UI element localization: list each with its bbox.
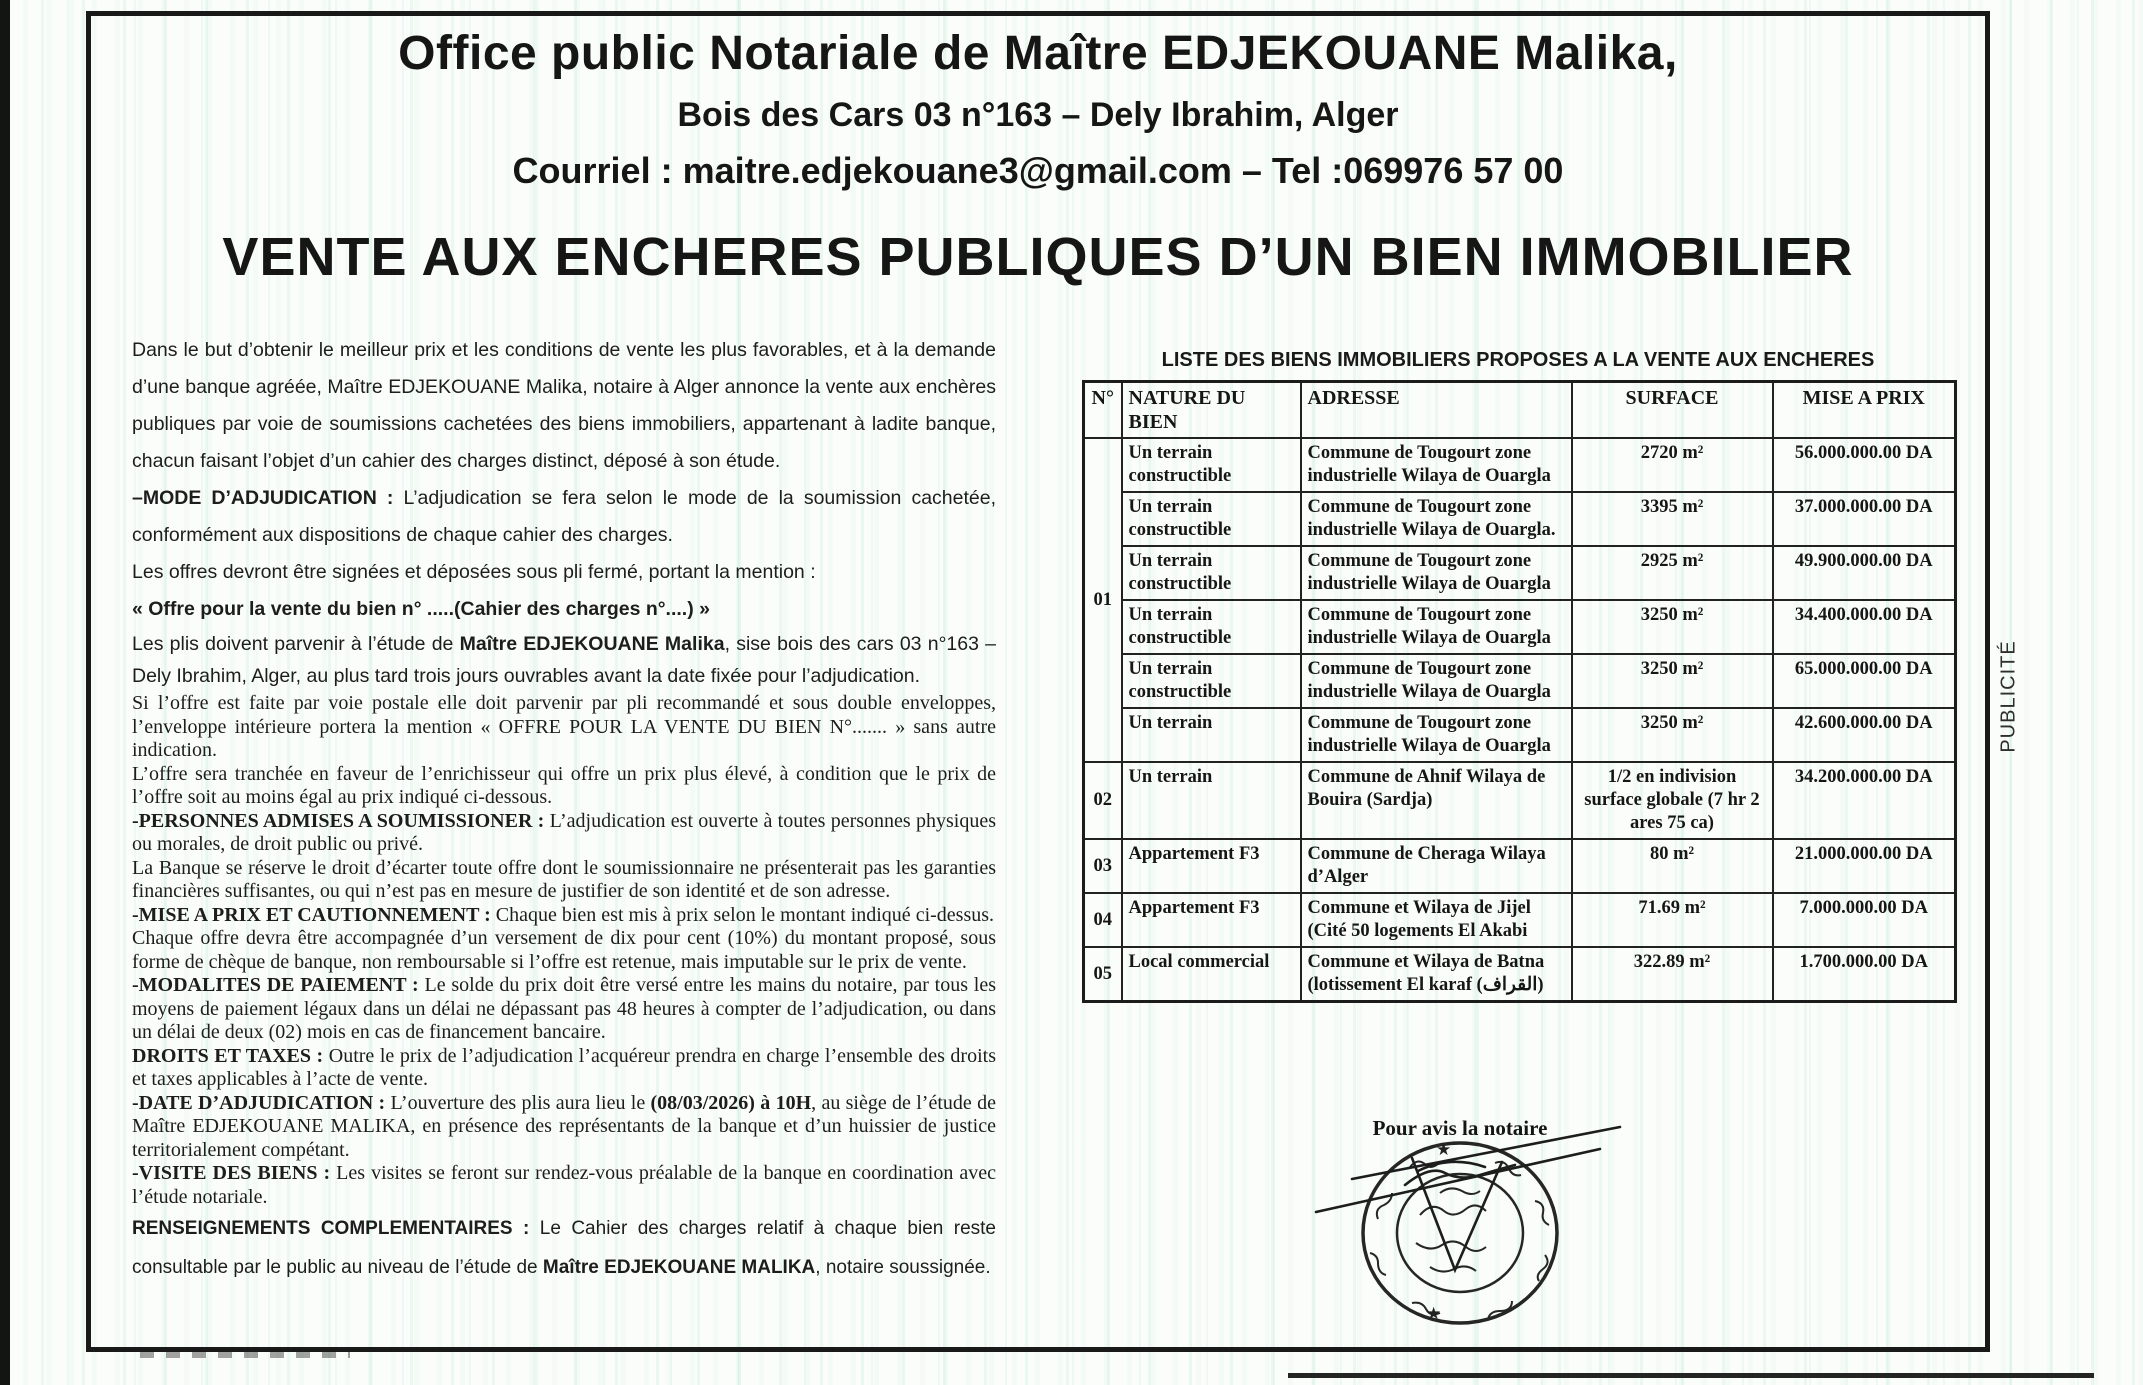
- stamp-svg: [1290, 1115, 1630, 1350]
- border-smudge: [140, 1352, 350, 1358]
- table-header-4: SURFACE: [1572, 382, 1773, 439]
- cell-nature: Un terrain: [1122, 708, 1301, 762]
- table-row: [1084, 492, 1956, 546]
- table-row: [1084, 654, 1956, 708]
- cell-nature: Local commercial: [1122, 947, 1301, 1002]
- cell-prix: 7.000.000.00 DA: [1773, 893, 1956, 947]
- paragraph-16: RENSEIGNEMENTS COMPLEMENTAIRES : Le Cahier des charges relatif à chaque bien reste consultable par le public au niveau de l’étude de Maître EDJEKOUANE MALIKA, notaire soussignée.: [132, 1218, 997, 1278]
- cell-adresse: Commune de Tougourt zone industrielle Wilaya de Ouargla: [1301, 708, 1572, 762]
- auction-table-title: LISTE DES BIENS IMMOBILIERS PROPOSES A LA VENTE AUX ENCHERES: [1161, 349, 1875, 371]
- table-row: [1084, 762, 1956, 839]
- cell-number: 03: [1084, 839, 1122, 893]
- contact-line: Courriel : maitre.edjekouane3@gmail.com – Tel :069976 57 00: [512, 150, 1564, 191]
- paragraph-10: -MISE A PRIX ET CAUTIONNEMENT : Chaque bien est mis à prix selon le montant indiqué ci-dessus.: [132, 903, 995, 926]
- main-title: VENTE AUX ENCHERES PUBLIQUES D’UN BIEN IMMOBILIER: [222, 227, 1854, 287]
- cell-adresse: Commune de Cheraga Wilaya d’Alger: [1301, 839, 1572, 893]
- cell-adresse: Commune de Tougourt zone industrielle Wilaya de Ouargla: [1301, 438, 1572, 492]
- paragraph-6: Si l’offre est faite par voie postale elle doit parvenir par pli recommandé et sous double enveloppes, l’enveloppe intérieure portera la mention « OFFRE POUR LA VENTE DU BIEN N°....... » sans autre indication.: [132, 692, 996, 761]
- cell-adresse: Commune et Wilaya de Batna (lotissement El karaf (القراف): [1301, 947, 1572, 1002]
- cell-nature: Un terrain constructible: [1122, 438, 1301, 492]
- paragraph-14: -DATE D’ADJUDICATION : L’ouverture des plis aura lieu le (08/03/2026) à 10H, au siège de l’étude de Maître EDJEKOUANE MALIKA, en présence des représentants de la banque et d’un huissier de justice territorialement compétant.: [132, 1091, 996, 1161]
- cell-prix: 42.600.000.00 DA: [1773, 708, 1956, 762]
- stamp-caption: Pour avis la notaire: [1372, 1116, 1548, 1140]
- cell-surface: 3250 m²: [1572, 654, 1773, 708]
- paragraph-9: La Banque se réserve le droit d’écarter toute offre dont le soumissionnaire ne présenterait pas les garanties financières suffisantes, ou qui n’est pas en mesure de justifier de son identité et de son adresse.: [132, 856, 996, 902]
- cell-surface: 71.69 m²: [1572, 893, 1773, 947]
- cell-surface: 322.89 m²: [1572, 947, 1773, 1002]
- table-header-2: NATURE DU BIEN: [1122, 382, 1301, 439]
- cell-prix: 21.000.000.00 DA: [1773, 839, 1956, 893]
- left-column: [132, 332, 996, 1287]
- cell-number: 05: [1084, 947, 1122, 1002]
- cell-surface: 2720 m²: [1572, 438, 1773, 492]
- paragraph-1: Dans le but d’obtenir le meilleur prix et les conditions de vente les plus favorables, et à la demande d’une banque agréée, Maître EDJEKOUANE Malika, notaire à Alger annonce la vente aux enchères publiques par voie de soumissions cachetées des biens immobiliers, appartenant à ladite banque, chacun faisant l’objet d’un cahier des charges distinct, déposé à son étude.: [132, 339, 996, 472]
- cell-nature: Un terrain constructible: [1122, 600, 1301, 654]
- cell-number: 04: [1084, 893, 1122, 947]
- table-row: [1084, 438, 1956, 492]
- cell-surface: 2925 m²: [1572, 546, 1773, 600]
- cell-adresse: Commune de Tougourt zone industrielle Wilaya de Ouargla: [1301, 600, 1572, 654]
- paragraph-4: « Offre pour la vente du bien n° .....(Cahier des charges n°....) »: [132, 598, 710, 620]
- table-header-row: [1084, 382, 1956, 439]
- cell-nature: Un terrain: [1122, 762, 1301, 839]
- paragraph-7: L’offre sera tranchée en faveur de l’enrichisseur qui offre un prix plus élevé, à condition que le prix de l’offre soit au moins égal au prix indiqué ci-dessous.: [132, 762, 996, 808]
- cell-adresse: Commune de Tougourt zone industrielle Wilaya de Ouargla: [1301, 654, 1572, 708]
- cell-nature: Un terrain constructible: [1122, 546, 1301, 600]
- cell-adresse: Commune de Ahnif Wilaya de Bouira (Sardja): [1301, 762, 1572, 839]
- paragraph-12: -MODALITES DE PAIEMENT : Le solde du prix doit être versé entre les mains du notaire, par tous les moyens de paiement légaux dans un délai ne dépassant pas 48 heures à compter de l’adjudication, ou dans un délai de deux (02) mois en cas de financement bancaire.: [132, 974, 997, 1043]
- paragraph-13: DROITS ET TAXES : Outre le prix de l’adjudication l’acquéreur prendra en charge l’ensemble des droits et taxes applicables à l’acte de vente.: [132, 1044, 996, 1090]
- table-row: [1084, 546, 1956, 600]
- paragraph-3: Les offres devront être signées et déposées sous pli fermé, portant la mention :: [132, 561, 816, 583]
- cell-prix: 56.000.000.00 DA: [1773, 438, 1956, 492]
- table-header-5: MISE A PRIX: [1773, 382, 1956, 439]
- cell-nature: Un terrain constructible: [1122, 654, 1301, 708]
- cell-nature: Appartement F3: [1122, 839, 1301, 893]
- cell-surface: 3250 m²: [1572, 708, 1773, 762]
- cell-prix: 34.400.000.00 DA: [1773, 600, 1956, 654]
- table-header-3: ADRESSE: [1301, 382, 1572, 439]
- svg-text:★: ★: [1426, 1304, 1442, 1323]
- cell-nature: Un terrain constructible: [1122, 492, 1301, 546]
- cell-surface: 1/2 en indivision surface globale (7 hr 2 ares 75 ca): [1572, 762, 1773, 839]
- paragraph-2: –MODE D’ADJUDICATION : L’adjudication se fera selon le mode de la soumission cachetée, conformément aux dispositions de chaque cahier des charges.: [132, 487, 997, 546]
- cell-number: 02: [1084, 762, 1122, 839]
- table-row: [1084, 947, 1956, 1002]
- cell-prix: 1.700.000.00 DA: [1773, 947, 1956, 1002]
- publicite-label: PUBLICITÉ: [1997, 639, 2020, 753]
- cell-prix: 34.200.000.00 DA: [1773, 762, 1956, 839]
- table-header-1: N°: [1084, 382, 1122, 439]
- cell-adresse: Commune et Wilaya de Jijel (Cité 50 logements El Akabi: [1301, 893, 1572, 947]
- paragraph-5: Les plis doivent parvenir à l’étude de Maître EDJEKOUANE Malika, sise bois des cars 03 n°163 – Dely Ibrahim, Alger, au plus tard trois jours ouvrables avant la date fixée pour l’adjudication.: [132, 633, 996, 687]
- office-name: Office public Notariale de Maître EDJEKOUANE Malika,: [398, 27, 1678, 80]
- table-row: [1084, 708, 1956, 762]
- auction-table: [1082, 380, 1957, 1003]
- cell-surface: 3395 m²: [1572, 492, 1773, 546]
- paragraph-15: -VISITE DES BIENS : Les visites se feront sur rendez-vous préalable de la banque en coordination avec l’étude notariale.: [132, 1162, 996, 1208]
- cell-adresse: Commune de Tougourt zone industrielle Wilaya de Ouargla: [1301, 546, 1572, 600]
- cell-prix: 37.000.000.00 DA: [1773, 492, 1956, 546]
- svg-text:★: ★: [1436, 1140, 1452, 1159]
- cell-adresse: Commune de Tougourt zone industrielle Wilaya de Ouargla.: [1301, 492, 1572, 546]
- cell-surface: 80 m²: [1572, 839, 1773, 893]
- cell-prix: 65.000.000.00 DA: [1773, 654, 1956, 708]
- table-row: [1084, 893, 1956, 947]
- cell-surface: 3250 m²: [1572, 600, 1773, 654]
- cell-number: 01: [1084, 438, 1122, 762]
- cell-prix: 49.900.000.00 DA: [1773, 546, 1956, 600]
- cell-nature: Appartement F3: [1122, 893, 1301, 947]
- notary-stamp-icon: [1290, 1115, 1630, 1350]
- table-row: [1084, 600, 1956, 654]
- paragraph-8: -PERSONNES ADMISES A SOUMISSIONER : L’adjudication est ouverte à toutes personnes physiques ou morales, de droit public ou privé.: [132, 809, 996, 855]
- office-address: Bois des Cars 03 n°163 – Dely Ibrahim, Alger: [677, 96, 1399, 134]
- scanner-edge-strip: [0, 0, 10, 1385]
- paragraph-11: Chaque offre devra être accompagnée d’un versement de dix pour cent (10%) du montant proposé, sous forme de chèque de banque, non remboursable si l’offre est retenue, mais imputable sur le prix de vente.: [132, 927, 996, 973]
- table-row: [1084, 839, 1956, 893]
- auction-table-body: [1084, 438, 1956, 1002]
- ad-box-edge: [1288, 1373, 2094, 1378]
